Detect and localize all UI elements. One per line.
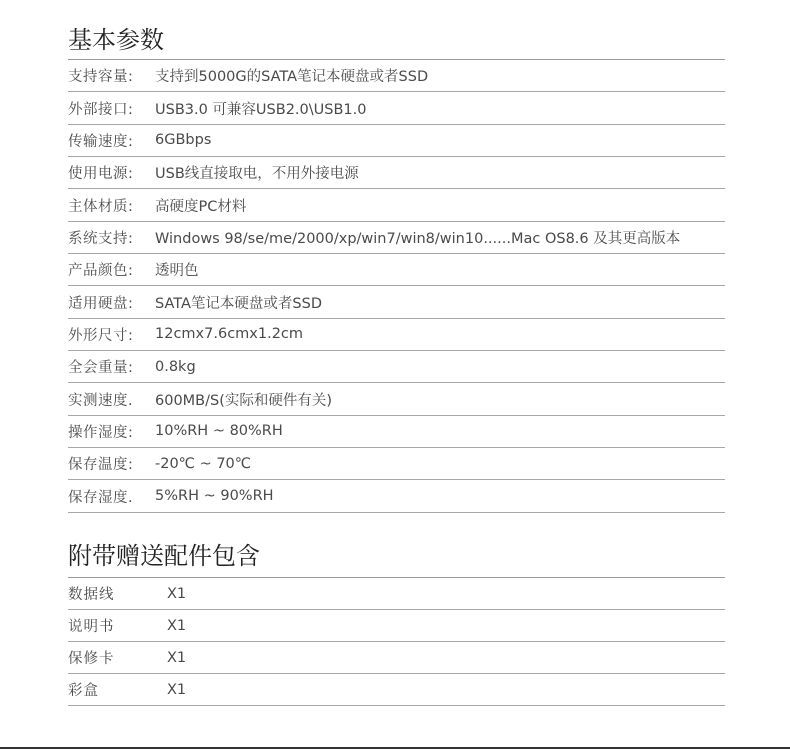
spec-label: 主体材质: <box>68 198 134 215</box>
spec-row-transfer-speed <box>68 125 725 157</box>
accessory-quantity: X1 <box>167 649 187 666</box>
spec-value: 支持到5000G的SATA笔记本硬盘或者SSD <box>155 69 429 86</box>
spec-row-color <box>68 254 725 286</box>
spec-label: 适用硬盘: <box>68 295 134 312</box>
accessory-row-manual <box>68 610 725 642</box>
spec-value: 10%RH ~ 80%RH <box>155 423 283 440</box>
spec-label: 传输速度: <box>68 133 134 150</box>
spec-label: 产品颜色: <box>68 263 134 280</box>
bottom-divider <box>0 747 790 749</box>
accessory-label: 数据线 <box>68 587 115 603</box>
spec-row-power <box>68 157 725 189</box>
spec-value: 6GBbps <box>155 132 212 149</box>
spec-value: SATA笔记本硬盘或者SSD <box>155 295 322 312</box>
accessory-row-data-cable <box>68 578 725 610</box>
spec-value: USB线直接取电，不用外接电源 <box>155 166 359 183</box>
accessory-quantity: X1 <box>167 617 187 634</box>
spec-label: 全会重量: <box>68 360 134 377</box>
spec-row-storage-temperature <box>68 448 725 480</box>
spec-value: 0.8kg <box>155 358 196 375</box>
spec-row-os-support <box>68 222 725 254</box>
spec-label: 使用电源: <box>68 166 134 183</box>
spec-row-weight <box>68 351 725 383</box>
spec-row-material <box>68 189 725 221</box>
spec-row-compatible-drive <box>68 286 725 318</box>
accessories-section <box>68 530 725 706</box>
spec-label: 操作湿度: <box>68 424 134 441</box>
spec-label: 支持容量: <box>68 69 134 86</box>
spec-row-measured-speed <box>68 383 725 415</box>
spec-row-operating-humidity <box>68 416 725 448</box>
spec-value: 12cmx7.6cmx1.2cm <box>155 326 304 343</box>
spec-value: 600MB/S(实际和硬件有关) <box>155 392 333 409</box>
accessory-row-warranty-card <box>68 642 725 674</box>
accessory-quantity: X1 <box>167 681 187 698</box>
spec-label: 保存温度: <box>68 457 134 474</box>
basic-specs-title: 基本参数 <box>68 0 725 60</box>
spec-value: 透明色 <box>155 263 199 280</box>
accessory-label: 彩盒 <box>68 683 99 699</box>
accessory-label: 保修卡 <box>68 651 115 667</box>
spec-value: Windows 98/se/me/2000/xp/win7/win8/win10......Mac OS8.6 及其更高版本 <box>155 230 681 247</box>
spec-label: 系统支持: <box>68 230 134 247</box>
spec-row-capacity <box>68 60 725 92</box>
accessories-title: 附带赠送配件包含 <box>68 530 725 578</box>
spec-value: 高硬度PC材料 <box>155 198 247 215</box>
basic-specs-section <box>68 0 725 513</box>
accessory-row-gift-box <box>68 674 725 706</box>
spec-label: 外部接口: <box>68 101 134 118</box>
spec-label: 外形尺寸: <box>68 327 134 344</box>
spec-label: 保存湿度. <box>68 489 134 506</box>
spec-row-interface <box>68 92 725 124</box>
spec-row-dimensions <box>68 319 725 351</box>
spec-value: USB3.0 可兼容USB2.0\USB1.0 <box>155 101 367 118</box>
spec-row-storage-humidity <box>68 480 725 512</box>
accessory-label: 说明书 <box>68 619 115 635</box>
spec-label: 实测速度. <box>68 392 134 409</box>
accessory-quantity: X1 <box>167 585 187 602</box>
spec-value: 5%RH ~ 90%RH <box>155 488 274 505</box>
spec-value: -20℃ ~ 70℃ <box>155 455 252 472</box>
